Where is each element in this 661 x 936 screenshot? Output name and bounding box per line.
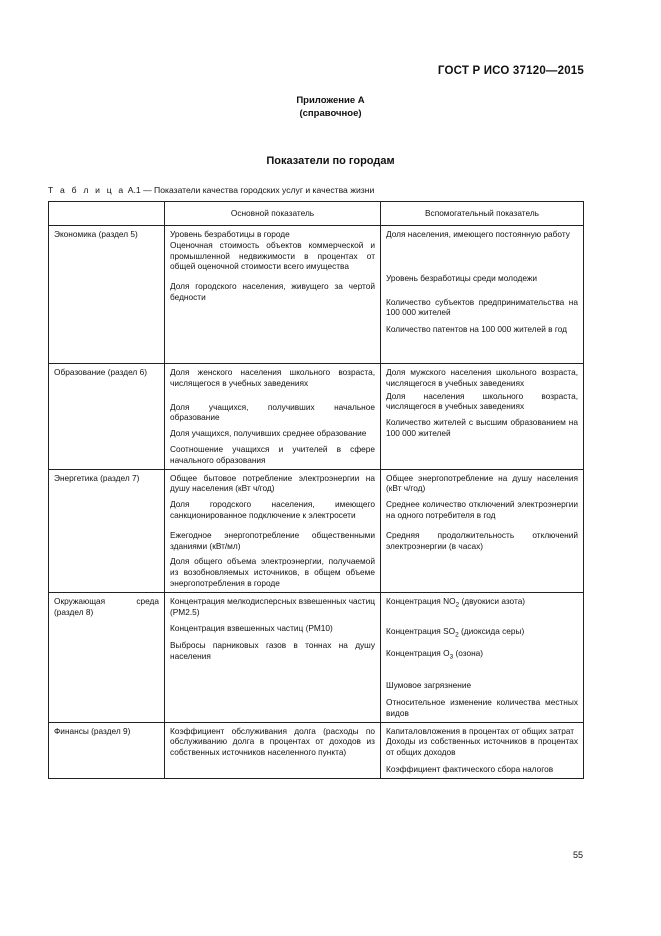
indicator: Коэффициент фактического сбора налогов xyxy=(386,763,554,774)
caption-text: А.1 — Показатели качества городских услуг и качества жизни xyxy=(125,185,375,195)
indicator: Капиталовложения в процентах от общих затрат xyxy=(386,725,575,736)
category-word: среда xyxy=(136,595,159,606)
indicator: Средняя продолжительность отключений электроэнергии (в часах) xyxy=(386,529,578,551)
indicator xyxy=(386,596,578,611)
appendix-heading xyxy=(0,94,661,120)
secondary-cell xyxy=(381,722,584,778)
category-cell: Образование (раздел 6) xyxy=(49,364,165,470)
indicator: Концентрация мелкодисперсных взвешенных частиц (PM2.5) xyxy=(170,595,375,617)
standard-designation: ГОСТ Р ИСО 37120—2015 xyxy=(437,65,584,77)
indicator: Шумовое загрязнение xyxy=(386,680,472,691)
col-header-category xyxy=(49,202,165,226)
col-header-primary: Основной показатель xyxy=(165,202,381,226)
indicator: Доля населения школьного возраста, числящегося в учебных заведениях xyxy=(386,390,578,412)
category-cell: Энергетика (раздел 7) xyxy=(49,469,165,592)
primary-cell xyxy=(165,722,381,778)
so2-label: Концентрация SO xyxy=(386,626,456,637)
primary-cell xyxy=(165,364,381,470)
indicator: Общее бытовое потребление электроэнергии на душу населения (кВт ч/год) xyxy=(170,472,375,494)
category-cell: Финансы (раздел 9) xyxy=(49,722,165,778)
indicator: Общее энергопотребление на душу населения (кВт ч/год) xyxy=(386,472,578,494)
o3-subscript: 3 xyxy=(449,653,454,661)
indicator: Доля общего объема электроэнергии, получаемой из возобновляемых источников, в общем объеме энергопотребления в городе xyxy=(170,556,375,588)
indicator: Ежегодное энергопотребление общественными зданиями (кВт/мл) xyxy=(170,529,375,551)
no2-label: Концентрация NO xyxy=(386,595,456,606)
indicator: Выбросы парниковых газов в тоннах на душу населения xyxy=(170,640,375,661)
secondary-cell xyxy=(381,364,584,470)
indicator: Доля учащихся, получивших среднее образование xyxy=(170,428,367,439)
table-caption xyxy=(48,185,374,195)
indicator: Доля учащихся, получивших начальное образование xyxy=(170,401,375,423)
caption-prefix: Т а б л и ц а xyxy=(48,185,126,195)
indicator: Доля городского населения, имеющего санкционированное подключение к электросети xyxy=(170,499,375,520)
secondary-cell xyxy=(381,226,584,364)
indicator: Уровень безработицы в городе xyxy=(170,229,290,239)
no2-name: (двуокиси азота) xyxy=(459,595,526,606)
primary-cell xyxy=(165,226,381,364)
indicator: Среднее количество отключений электроэнергии на одного потребителя в год xyxy=(386,499,578,520)
category-cell: Экономика (раздел 5) xyxy=(49,226,165,364)
appendix-subtitle: (справочное) xyxy=(299,108,362,119)
o3-name: (озона) xyxy=(453,647,484,658)
indicators-table xyxy=(48,201,584,779)
table-row xyxy=(49,469,584,592)
secondary-cell xyxy=(381,592,584,722)
indicator: Доля населения, имеющего постоянную работу xyxy=(386,229,570,239)
so2-name: (диоксида серы) xyxy=(458,626,525,637)
indicator: Доля мужского населения школьного возраста, числящегося в учебных заведениях xyxy=(386,367,578,388)
category-line xyxy=(54,596,159,607)
indicator: Уровень безработицы среди молодежи xyxy=(386,272,538,283)
indicator: Доля женского населения школьного возраста, числящегося в учебных заведениях xyxy=(170,367,375,388)
indicator: Доходы из собственных источников в процентах от общих доходов xyxy=(386,736,578,758)
category-section: (раздел 8) xyxy=(54,606,94,617)
indicator: Относительное изменение количества местных видов xyxy=(386,696,578,718)
indicator: Количество субъектов предпринимательства на 100 000 жителей xyxy=(386,296,578,318)
category-cell xyxy=(49,592,165,722)
table-row xyxy=(49,364,584,470)
section-title: Показатели по городам xyxy=(266,155,395,167)
page-number: 55 xyxy=(572,850,583,860)
category-word: Окружающая xyxy=(54,595,106,606)
indicator: Доля городского населения, живущего за чертой бедности xyxy=(170,281,375,302)
o3-label: Концентрация O xyxy=(386,647,450,658)
secondary-cell xyxy=(381,469,584,592)
indicator: Оценочная стоимость объектов коммерческой и промышленной недвижимости в процентах от общей оценочной стоимости всего имущества xyxy=(170,239,375,272)
indicator: Соотношение учащихся и учителей в сфере начального образования xyxy=(170,443,375,465)
no2-subscript: 2 xyxy=(455,601,460,609)
col-header-secondary: Вспомогательный показатель xyxy=(381,202,584,226)
table-row xyxy=(49,592,584,722)
appendix-title: Приложение А xyxy=(296,95,365,106)
so2-subscript: 2 xyxy=(455,631,459,639)
primary-cell xyxy=(165,469,381,592)
primary-cell xyxy=(165,592,381,722)
indicator: Концентрация взвешенных частиц (PM10) xyxy=(170,623,333,634)
indicator: Количество жителей с высшим образованием на 100 000 жителей xyxy=(386,417,578,438)
table-row xyxy=(49,226,584,364)
indicator xyxy=(386,626,578,641)
indicator: Коэффициент обслуживания долга (расходы по обслуживанию долга в процентах от доходов из собственных источников населенного пункта) xyxy=(170,725,375,758)
table-row xyxy=(49,722,584,778)
table-header-row xyxy=(49,202,584,226)
indicator xyxy=(386,648,578,663)
indicator: Количество патентов на 100 000 жителей в год xyxy=(386,324,567,335)
